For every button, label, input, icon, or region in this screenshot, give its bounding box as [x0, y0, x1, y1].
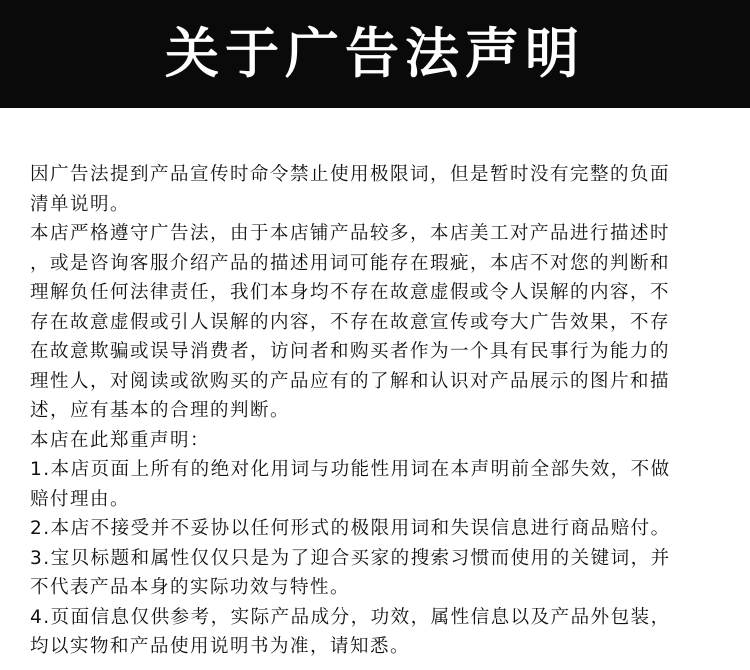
text-line: 本店在此郑重声明：	[30, 429, 211, 451]
text-line: 4.页面信息仅供参考，实际产品成分，功效，属性信息以及产品外包装，	[30, 606, 671, 628]
text-line: 1.本店页面上所有的绝对化用词与功能性用词在本声明前全部失效，不做	[30, 459, 671, 480]
text-line: 存在故意虚假或引人误解的内容，不存在故意宣传或夸大广告效果，不存	[30, 311, 671, 333]
page-title: 关于广告法声明	[165, 22, 585, 85]
text-line: 清单说明。	[30, 193, 131, 215]
text-line: 理性人，对阅读或欲购买的产品应有的了解和认识对产品展示的图片和描	[30, 370, 671, 392]
text-line: 因广告法提到产品宣传时命令禁止使用极限词，但是暂时没有完整的负面	[30, 164, 671, 185]
text-line: ，或是咨询客服介绍产品的描述用词可能存在瑕疵，本店不对您的判断和	[30, 252, 671, 274]
text-line: 2.本店不接受并不妥协以任何形式的极限用词和失误信息进行商品赔付。	[30, 518, 671, 539]
text-line: 均以实物和产品使用说明书为准，请知悉。	[30, 636, 411, 657]
text-line: 3.宝贝标题和属性仅仅只是为了迎合买家的搜索习惯而使用的关键词，并	[30, 547, 671, 569]
text-line: 理解负任何法律责任，我们本身均不存在故意虚假或令人误解的内容，不	[30, 282, 671, 303]
text-line: 本店严格遵守广告法，由于本店铺产品较多，本店美工对产品进行描述时	[30, 223, 671, 244]
declaration-body	[30, 160, 725, 662]
text-line: 述，应有基本的合理的判断。	[30, 400, 291, 421]
text-line: 在故意欺骗或误导消费者，访问者和购买者作为一个具有民事行为能力的	[30, 341, 671, 362]
text-line: 不代表产品本身的实际功效与特性。	[30, 577, 351, 598]
text-line: 赔付理由。	[30, 488, 131, 510]
header-banner	[0, 0, 750, 108]
